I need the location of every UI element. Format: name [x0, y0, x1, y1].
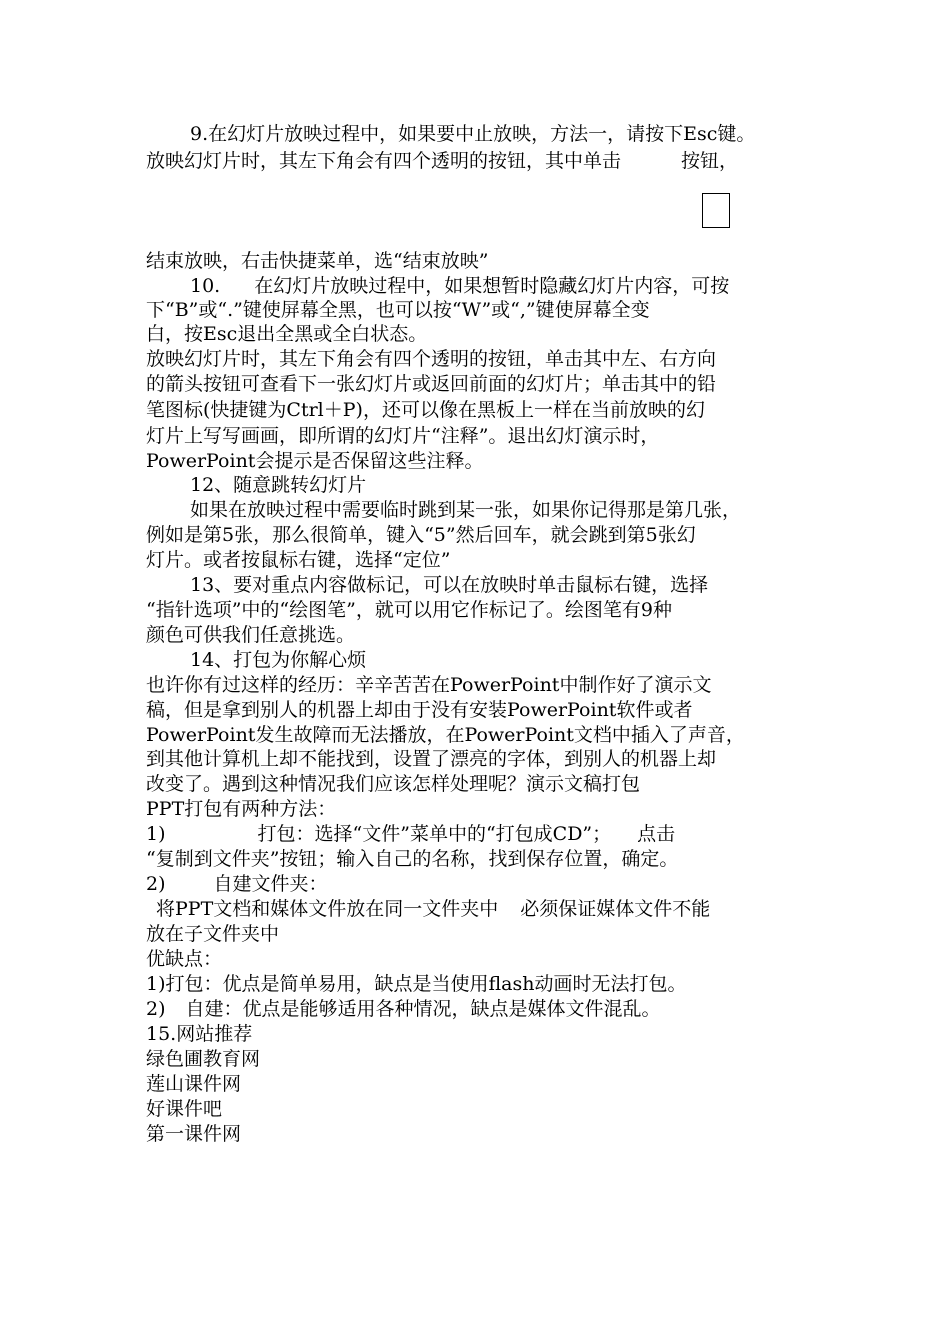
list-item: [146, 822, 816, 846]
line-text: 必须保证媒体文件不能: [520, 898, 711, 920]
paragraph-line: PowerPoint会提示是否保留这些注释。: [146, 450, 484, 472]
line-text: 将PPT文档和媒体文件放在同一文件夹中: [156, 898, 499, 920]
website-name: 莲山课件网: [146, 1073, 242, 1095]
line-text: 放映幻灯片时，其左下角会有四个透明的按钮，其中单击: [146, 150, 622, 172]
item-number: 1): [146, 823, 166, 845]
paragraph-line: 笔图标(快捷键为Ctrl＋P)，还可以像在黑板上一样在当前放映的幻: [146, 399, 705, 421]
line-text: 打包：选择“文件”菜单中的“打包成CD”；: [257, 823, 612, 845]
paragraph-line: 例如是第5张，那么很简单，键入“5”然后回车，就会跳到第5张幻: [146, 524, 696, 546]
item-number: 10.: [190, 275, 221, 297]
section-heading: 12、随意跳转幻灯片: [190, 474, 367, 496]
line-text: 点击: [637, 823, 676, 845]
section-heading: 优缺点：: [146, 948, 223, 970]
paragraph-line: “复制到文件夹”按钮；输入自己的名称，找到保存位置，确定。: [146, 848, 679, 870]
paragraph-line: 9.在幻灯片放映过程中，如果要中止放映，方法一，请按下Esc键。: [190, 123, 756, 145]
paragraph-line: [190, 274, 816, 298]
paragraph-line: 放在子文件夹中: [146, 923, 280, 945]
paragraph-line: PPT打包有两种方法：: [146, 798, 337, 820]
paragraph-line: 灯片。或者按鼠标右键，选择“定位”: [146, 549, 451, 571]
website-name: 绿色圃教育网: [146, 1048, 261, 1070]
line-text: 自建文件夹：: [213, 873, 328, 895]
section-heading: 13、要对重点内容做标记，可以在放映时单击鼠标右键，选择: [190, 574, 709, 596]
list-item: [146, 872, 816, 896]
paragraph-line: 放映幻灯片时，其左下角会有四个透明的按钮，单击其中左、右方向: [146, 348, 717, 370]
paragraph-line: 稿，但是拿到别人的机器上却由于没有安装PowerPoint软件或者: [146, 699, 693, 721]
paragraph-line: 下“B”或“.”键使屏幕全黑，也可以按“W”或“,”键使屏幕全变: [146, 299, 650, 321]
section-heading: 14、打包为你解心烦: [190, 649, 367, 671]
paragraph-line: 如果在放映过程中需要临时跳到某一张，如果你记得那是第几张，: [190, 499, 742, 521]
item-number: 2): [146, 998, 166, 1020]
paragraph-line: 的箭头按钮可查看下一张幻灯片或返回前面的幻灯片；单击其中的铅: [146, 373, 717, 395]
list-item: 1)打包：优点是简单易用，缺点是当使用flash动画时无法打包。: [146, 973, 687, 995]
website-name: 好课件吧: [146, 1098, 223, 1120]
list-item: [146, 997, 816, 1021]
line-text: 按钮，: [681, 150, 739, 172]
paragraph-line: 白，按Esc退出全黑或全白状态。: [146, 323, 428, 345]
line-text: 在幻灯片放映过程中，如果想暂时隐藏幻灯片内容，可按: [254, 275, 730, 297]
end-show-button-icon: [702, 193, 730, 228]
paragraph-line: PowerPoint发生故障而无法播放，在PowerPoint文档中插入了声音，: [146, 724, 745, 746]
paragraph-line: 到其他计算机上却不能找到，设置了漂亮的字体，到别人的机器上却: [146, 748, 717, 770]
item-number: 2): [146, 873, 166, 895]
line-text: 自建：优点是能够适用各种情况，缺点是媒体文件混乱。: [185, 998, 661, 1020]
paragraph-line: [156, 897, 826, 921]
paragraph-line: “指针选项”中的“绘图笔”，就可以用它作标记了。绘图笔有9种: [146, 599, 672, 621]
website-name: 第一课件网: [146, 1123, 242, 1145]
paragraph-line: 颜色可供我们任意挑选。: [146, 624, 356, 646]
paragraph-line: [146, 149, 816, 173]
paragraph-line: 灯片上写写画画，即所谓的幻灯片“注释”。退出幻灯演示时，: [146, 425, 660, 447]
section-heading: 15.网站推荐: [146, 1023, 253, 1045]
paragraph-line: 也许你有过这样的经历：辛辛苦苦在PowerPoint中制作好了演示文: [146, 674, 712, 696]
paragraph-line: 改变了。遇到这种情况我们应该怎样处理呢？演示文稿打包: [146, 773, 641, 795]
paragraph-line: 结束放映，右击快捷菜单，选“结束放映”: [146, 250, 489, 272]
